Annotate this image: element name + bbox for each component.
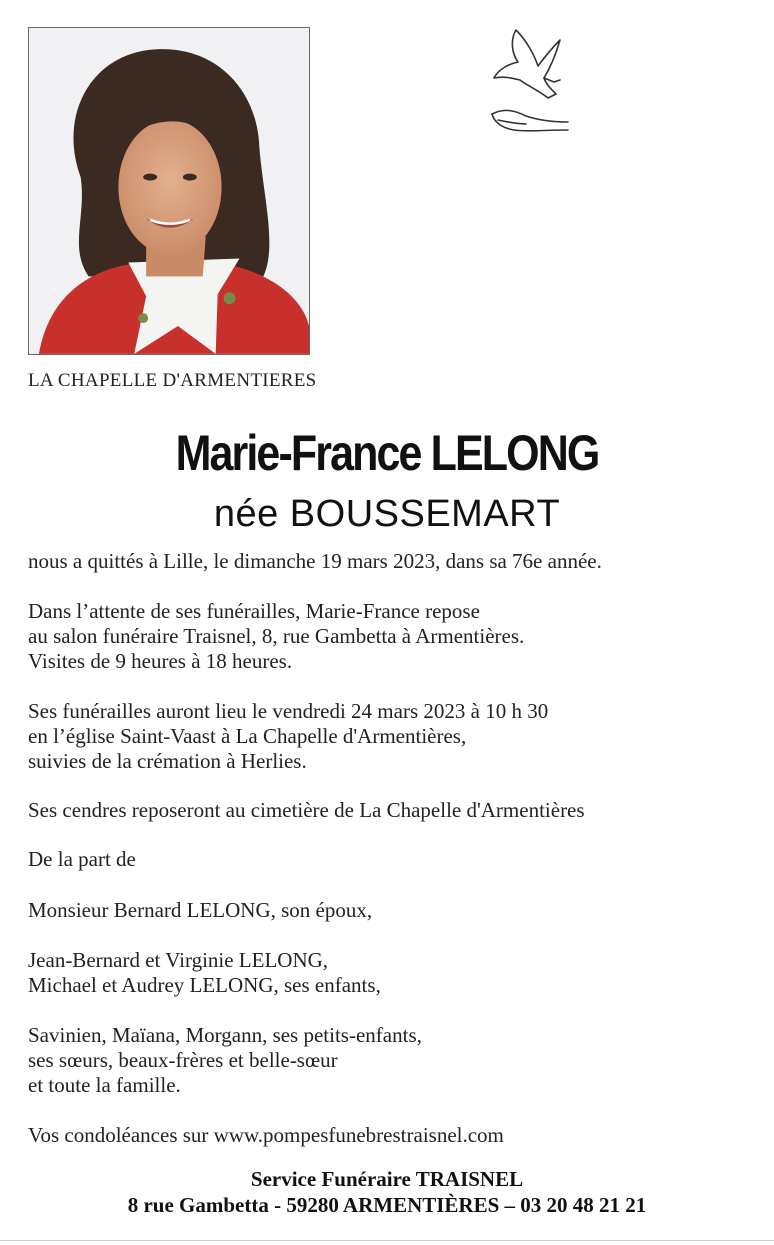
portrait-photo: [28, 27, 310, 355]
from-label: [28, 847, 764, 872]
maiden-name: née BOUSSEMART: [213, 493, 561, 535]
ashes-paragraph: [28, 798, 764, 823]
portrait-illustration: [29, 28, 309, 354]
rest-line: Dans l’attente de ses funérailles, Marie-France repose: [28, 599, 480, 623]
spouse-line: Monsieur Bernard LELONG, son époux,: [28, 898, 373, 922]
children-line: Michael et Audrey LELONG, ses enfants,: [28, 973, 381, 997]
from-line: De la part de: [28, 847, 136, 871]
condolences-paragraph: [28, 1123, 764, 1148]
funeral-service-footer: [0, 1166, 774, 1218]
ashes-line: Ses cendres reposeront au cimetière de La Chapelle d'Armentières: [28, 798, 585, 822]
spouse-paragraph: [28, 898, 764, 923]
rest-line: Visites de 9 heures à 18 heures.: [28, 649, 293, 673]
family-line: et toute la famille.: [28, 1073, 181, 1097]
town-name: LA CHAPELLE D'ARMENTIERES: [28, 370, 317, 391]
announcement-paragraph: [28, 549, 764, 574]
children-paragraph: [28, 948, 764, 998]
rest-paragraph: [28, 599, 764, 674]
announcement-line: nous a quittés à Lille, le dimanche 19 mars 2023, dans sa 76e année.: [28, 549, 602, 573]
rest-line: au salon funéraire Traisnel, 8, rue Gambetta à Armentières.: [28, 624, 525, 648]
service-name: Service Funéraire TRAISNEL: [250, 1167, 524, 1191]
funeral-line: suivies de la crémation à Herlies.: [28, 749, 307, 773]
service-address: 8 rue Gambetta - 59280 ARMENTIÈRES – 03 20 48 21 21: [127, 1193, 647, 1217]
funeral-line: Ses funérailles auront lieu le vendredi 24 mars 2023 à 10 h 30: [28, 699, 549, 723]
funeral-line: en l’église Saint-Vaast à La Chapelle d'Armentières,: [28, 724, 467, 748]
dove-hands-icon: [484, 24, 574, 142]
family-line: Savinien, Maïana, Morgann, ses petits-enfants,: [28, 1023, 422, 1047]
funeral-paragraph: [28, 699, 764, 774]
bottom-divider: [0, 1240, 774, 1241]
family-paragraph: [28, 1023, 764, 1098]
deceased-name: Marie-France LELONG: [175, 425, 599, 481]
condolences-line: Vos condoléances sur www.pompesfunebrestraisnel.com: [28, 1123, 504, 1147]
children-line: Jean-Bernard et Virginie LELONG,: [28, 948, 329, 972]
family-line: ses sœurs, beaux-frères et belle-sœur: [28, 1048, 338, 1072]
